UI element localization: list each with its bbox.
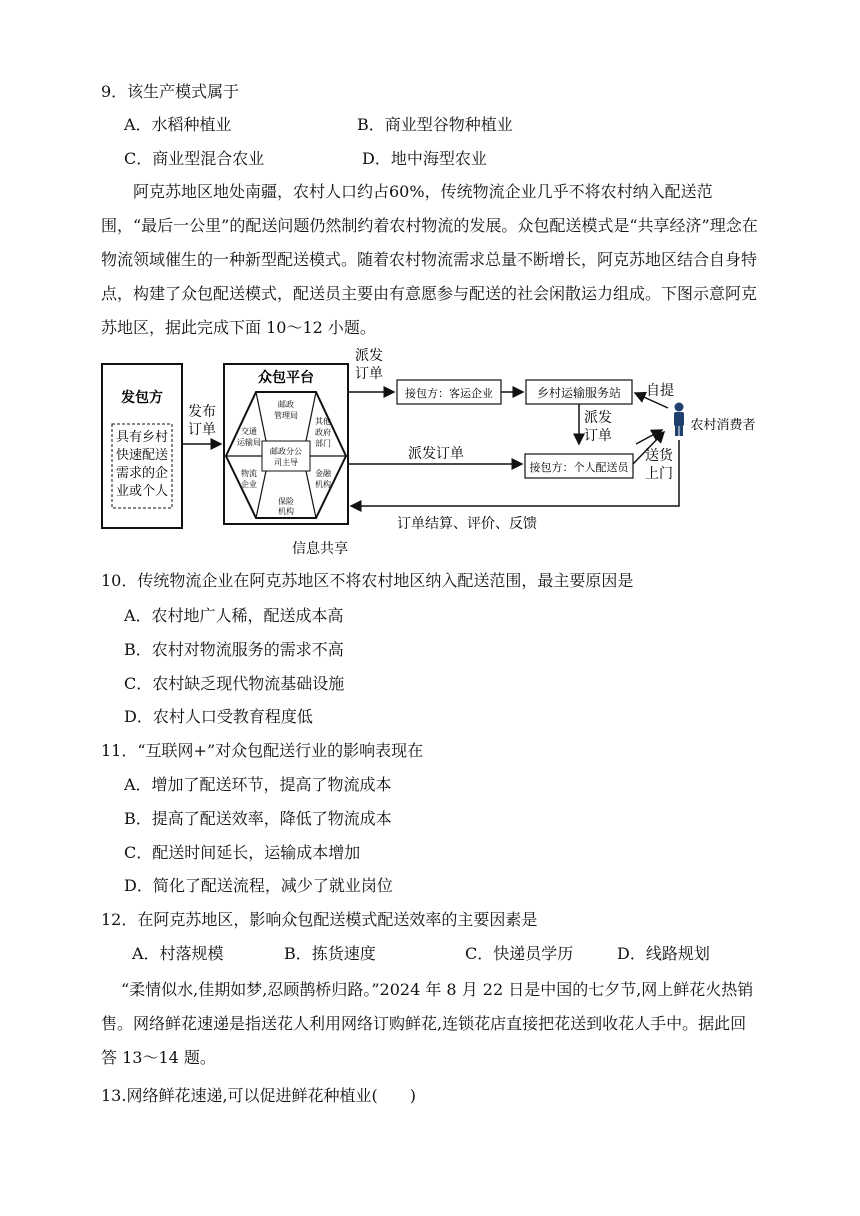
hex-center-1: 邮政分公 [270,447,302,456]
q9-option-b: B．商业型谷物种植业 [357,115,513,134]
q9-option-c: C．商业型混合农业 [124,149,265,168]
contractor-transport-label: 接包方：客运企业 [405,387,493,400]
dispatch-top-2: 订单 [355,366,383,382]
q9-option-d: D．地中海型农业 [362,149,487,168]
dispatch-mid-2: 订单 [584,428,612,444]
q11-stem: 11．“互联网+”对众包配送行业的影响表现在 [101,741,424,760]
q12-option-a: A．村落规模 [132,944,224,963]
q11-option-c: C．配送时间延长，运输成本增加 [124,843,361,862]
q11-option-b: B．提高了配送效率，降低了物流成本 [124,809,392,828]
sender-desc-3: 需求的企 [115,466,169,481]
crowdsourcing-diagram [96,344,776,559]
sender-box [102,364,182,528]
feedback-line [351,440,679,506]
hex-lower-left-1: 物流 [241,469,257,478]
publish-label-2: 订单 [188,422,216,438]
hex-bottom-2: 机构 [278,507,294,516]
q9-option-a: A．水稻种植业 [124,115,232,134]
q10-option-a: A．农村地广人稀，配送成本高 [124,606,344,625]
hex-bottom-1: 保险 [278,497,294,506]
sender-desc-2: 快速配送 [115,448,169,463]
q10-option-d: D．农村人口受教育程度低 [124,707,313,726]
self-pickup-label: 自提 [646,383,674,399]
q13-stem: 13.网络鲜花速递,可以促进鲜花种植业( ) [101,1086,417,1105]
hex-lower-right-1: 金融 [315,469,331,478]
hex-upper-left-1: 交通 [241,427,257,436]
q10-stem: 10．传统物流企业在阿克苏地区不将农村地区纳入配送范围，最主要原因是 [101,571,634,590]
hex-lower-left-2: 企业 [241,480,257,489]
info-share-label: 信息共享 [292,541,348,557]
platform-title: 众包平台 [258,370,314,386]
consumer-person-icon [674,403,684,437]
sender-title: 发包方 [121,390,163,406]
hex-center-2: 司主导 [274,458,298,467]
hex-upper-right-2: 政府 [315,428,331,437]
sender-desc-1: 具有乡村 [115,430,169,445]
q12-option-d: D．线路规划 [617,944,710,963]
q12-stem: 12．在阿克苏地区，影响众包配送模式配送效率的主要因素是 [101,910,538,929]
hex-top-2: 管理局 [274,411,298,420]
sender-desc-4: 业或个人 [115,484,169,499]
station-to-consumer-arrow [636,430,662,444]
deliver-label-1: 送货 [645,448,673,464]
q9-stem: 9．该生产模式属于 [101,82,240,101]
dispatch-main-label: 派发订单 [408,446,464,462]
consumer-label: 农村消费者 [690,418,756,433]
deliver-label-2: 上门 [645,466,673,482]
rural-station-label: 乡村运输服务站 [536,386,622,400]
q10-option-c: C．农村缺乏现代物流基础设施 [124,674,345,693]
hex-upper-left-2: 运输局 [237,438,261,447]
dispatch-mid-1: 派发 [584,410,612,426]
feedback-label: 订单结算、评价、反馈 [397,516,537,532]
q10-option-b: B．农村对物流服务的需求不高 [124,640,344,659]
q11-option-d: D．简化了配送流程，减少了就业岗位 [124,876,393,895]
q12-option-b: B．拣货速度 [284,944,376,963]
passage-qixi: “柔情似水,佳期如梦,忍顾鹊桥归路。”2024 年 8 月 22 日是中国的七夕节,网上鲜花火热销售。网络鲜花速递是指送花人利用网络订购鲜花,连锁花店直接把花送到收花人手中。据此回答 13～14 题。 [101,980,754,1067]
hex-lower-right-2: 机构 [315,480,331,489]
hex-top-1: 邮政 [278,400,294,409]
dispatch-top-1: 派发 [355,348,383,364]
contractor-personal-label: 接包方：个人配送员 [529,461,629,474]
publish-label-1: 发布 [188,404,216,420]
passage-akesu: 阿克苏地区地处南疆，农村人口约占60%，传统物流企业几乎不将农村纳入配送范围，“最后一公里”的配送问题仍然制约着农村物流的发展。众包配送模式是“共享经济”理念在物流领域催生的一种新型配送模式。随着农村物流需求总量不断增长，阿克苏地区结合自身特点，构建了众包配送模式，配送员主要由有意愿参与配送的社会闲散运力组成。下图示意阿克苏地区，据此完成下面 10～12 小题。 [101,182,758,337]
hex-upper-right-1: 其他 [315,417,331,426]
hex-upper-right-3: 部门 [315,439,331,448]
q12-option-c: C．快递员学历 [465,944,574,963]
q11-option-a: A．增加了配送环节，提高了物流成本 [124,775,392,794]
